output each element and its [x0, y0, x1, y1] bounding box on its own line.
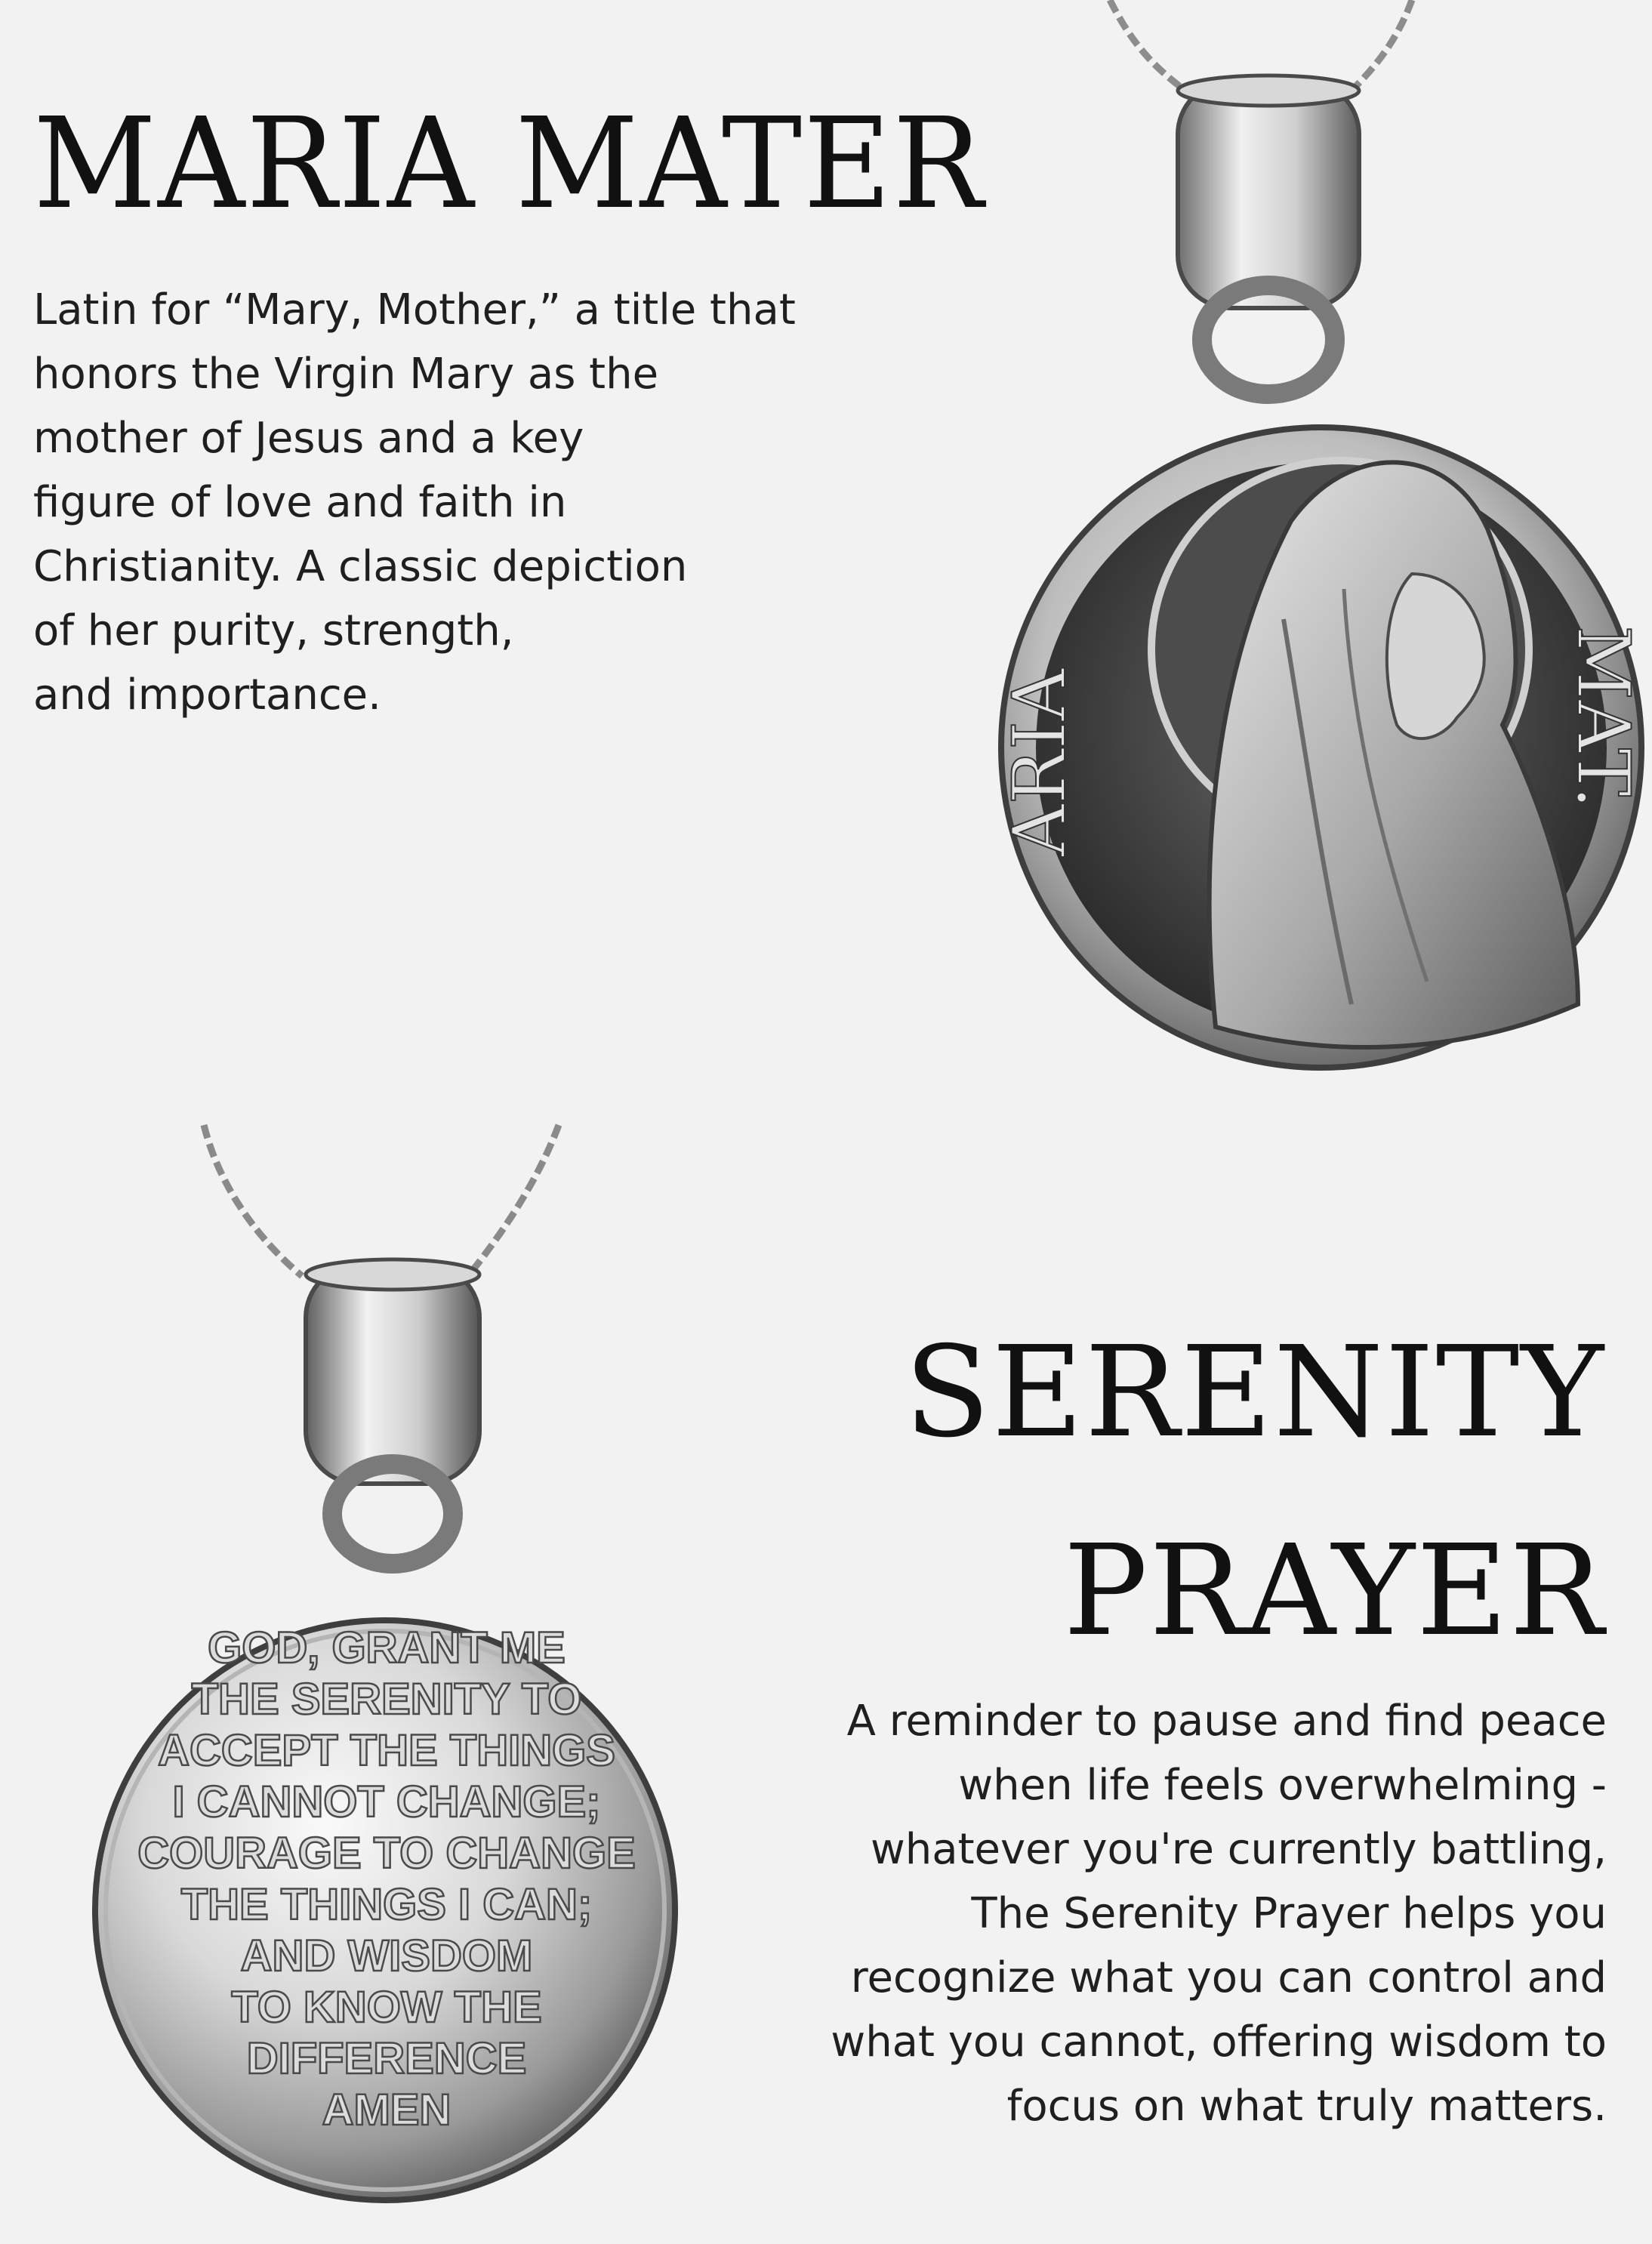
bail [306, 1265, 479, 1484]
serenity-desc-line: whatever you're currently battling, [870, 1825, 1607, 1874]
engraving-line: DIFFERENCE [246, 2034, 527, 2083]
engraving-line: I CANNOT CHANGE; [172, 1777, 601, 1826]
maria-desc-line: honors the Virgin Mary as the [33, 350, 659, 399]
maria-mater-title: MARIA MATER [33, 91, 985, 237]
serenity-desc-line: focus on what truly matters. [1006, 2082, 1607, 2131]
bail [1178, 82, 1359, 308]
serenity-prayer-description [831, 1689, 1607, 2138]
maria-medal [997, 427, 1645, 1068]
engraving-line: COURAGE TO CHANGE [137, 1829, 636, 1878]
medal-text-left: ARIA [997, 668, 1082, 857]
serenity-desc-line: A reminder to pause and find peace [846, 1697, 1607, 1746]
serenity-desc-line: recognize what you can control and [850, 1953, 1607, 2002]
chain [204, 1125, 559, 1276]
engraving-line: AMEN [322, 2085, 452, 2135]
maria-desc-line: mother of Jesus and a key [33, 414, 584, 463]
maria-desc-line: of her purity, strength, [33, 606, 514, 655]
engraving-line: ACCEPT THE THINGS [158, 1726, 615, 1775]
maria-mater-description [33, 278, 796, 727]
maria-desc-line: and importance. [33, 670, 381, 720]
maria-desc-line: figure of love and faith in [33, 478, 567, 527]
engraving-line: AND WISDOM [240, 1931, 533, 1980]
serenity-title-line-1: SERENITY [904, 1320, 1605, 1466]
medal-text-right: MAT. [1561, 625, 1645, 809]
serenity-desc-line: when life feels overwhelming - [958, 1761, 1607, 1810]
maria-mater-pendant-image [929, 0, 1652, 1087]
serenity-desc-line: The Serenity Prayer helps you [971, 1889, 1607, 1938]
serenity-desc-line: what you cannot, offering wisdom to [831, 2017, 1607, 2067]
serenity-prayer-pendant-image [45, 1117, 740, 2220]
maria-desc-line: Latin for “Mary, Mother,” a title that [33, 285, 796, 334]
maria-desc-line: Christianity. A classic depiction [33, 542, 688, 591]
engraving-line: TO KNOW THE [231, 1983, 542, 2032]
engraving-line: THE SERENITY TO [191, 1675, 582, 1724]
engraving-line: THE THINGS I CAN; [180, 1880, 593, 1929]
engraving-line: GOD, GRANT ME [208, 1623, 566, 1672]
serenity-medal [95, 1620, 675, 2200]
serenity-title-line-2: PRAYER [1063, 1518, 1605, 1664]
